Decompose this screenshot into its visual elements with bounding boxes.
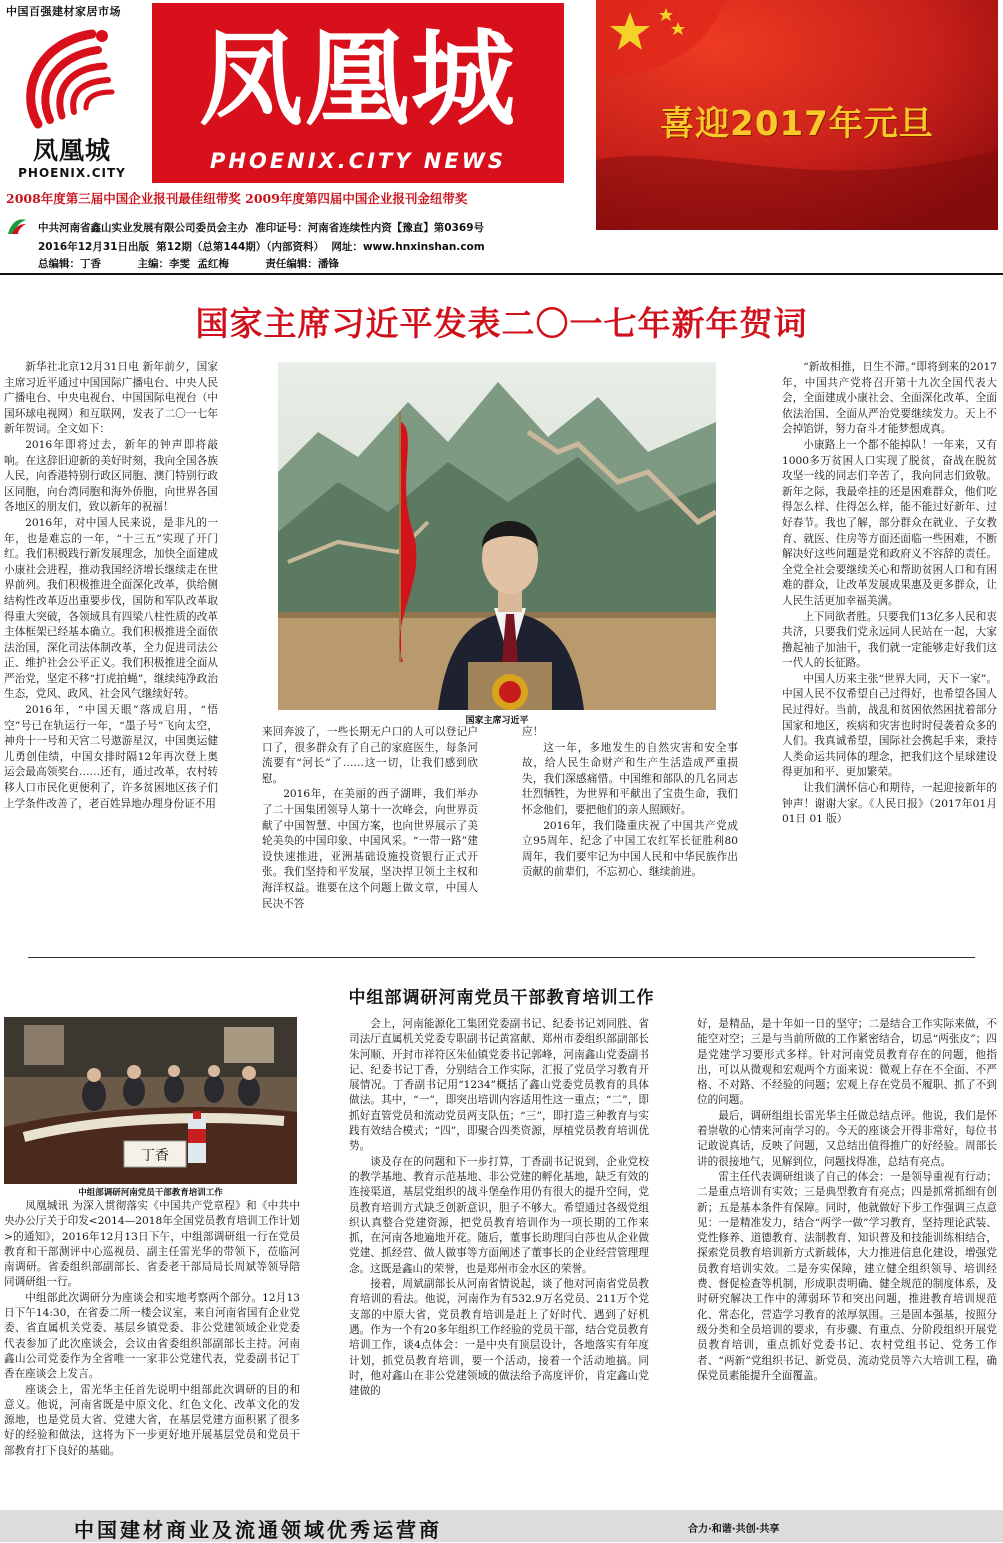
article2-column-3 — [697, 1017, 997, 1384]
paragraph: 谈及存在的问题和下一步打算，丁香副书记说到，企业党校的教学基地、教育示范基地、非公党建的孵化基地，缺乏有效的连接渠道，基层党组织的战斗堡垒作用仍有很大的提升空间，党员教育培训方式缺乏创新意识，胆子不够大。希望通过各级党组织认真整合党建资源，把党员教育培训作为一项长期的工作来抓，在河南各地遍地开花。随后，董事长助理闫白莎也从企业做党建、抓经营、做人做事等方面阐述了董事长的企业经营管理理念。这既是鑫山的荣誉，也是郑州市金水区的荣誉。 — [349, 1155, 649, 1275]
paragraph: 最后，调研组组长雷光华主任做总结点评。他说，我们是怀着崇敬的心情来河南学习的。今天的座谈会开得非常好，每位书记敢说真话，反映了问题，又总结出值得推广的好经验。周部长讲的很接地气，见解到位，问题找得准，总结有亮点。 — [697, 1109, 997, 1168]
paragraph: “新故相推，日生不滞。”即将到来的2017年，中国共产党将召开第十九次全国代表大会，全面建成小康社会、全面深化改革、全面依法治国、全面从严治党要继续发力。天上不会掉馅饼，努力奋斗才能梦想成真。 — [782, 361, 997, 436]
article1-photo — [278, 362, 716, 710]
footer-motto: 合力·和谐·共创·共享 — [688, 1524, 780, 1535]
paragraph: 2016年即将过去，新年的钟声即将敲响。在这辞旧迎新的美好时刻，我向全国各族人民，向香港特别行政区同胞、澳门特别行政区同胞，向台湾同胞和海外侨胞，向世界各国各地区的朋友们，致以新年的祝福！ — [4, 438, 218, 514]
paragraph: 2016年，在美丽的西子湖畔，我们举办了二十国集团领导人第十一次峰会，向世界贡献了中国智慧、中国方案，也向世界展示了美轮美奂的中国印象、中国风采。“一带一路”建设快速推进，亚洲基础设施投资银行正式开张。我们坚持和平发展，坚决捍卫领土主权和海洋权益。谁要在这个问题上做文章，中国人民决不答 — [262, 788, 478, 910]
paragraph: 中组部此次调研分为座谈会和实地考察两个部分。12月13日下午14:30，在省委二所一楼会议室，来自河南省国有企业党委、省直属机关党委、基层乡镇党委、非公党建领域企业党委代表参加了此次座谈会，会议由省委组织部副部长主持。河南鑫山公司党委作为全省唯一一家非公党建代表，党委副书记丁香在座谈会上发言。 — [4, 1291, 300, 1381]
nameplate-subtitle: PHOENIX.CITY NEWS — [210, 149, 506, 173]
nameplate-title: 凤凰城 — [198, 18, 517, 140]
paragraph: 应！ — [522, 726, 544, 738]
paragraph: 2016年，“中国天眼”落成启用，“悟空”号已在轨运行一年，“墨子号”飞向太空，神舟十一号和天宫二号遨游星汉，中国奥运健儿勇创佳绩，中国女排时隔12年再次登上奥运会最高领奖台……还有，通过改革，农村转移人口市民化更便利了，许多贫困地区孩子们上学条件改善了，老百姓异地办理身份证不用 — [4, 704, 218, 810]
publisher-line: 中共河南省鑫山实业发展有限公司委员会主办 准印证号：河南省连续性内资【豫直】第0369号 — [38, 222, 485, 234]
paragraph: 来回奔波了，一些长期无户口的人可以登记户口了，很多群众有了自己的家庭医生，每条河流要有“河长”了……这一切，让我们感到欣慰。 — [262, 726, 478, 785]
article2-column-2 — [349, 1017, 649, 1399]
date-line: 2016年12月31日出版 第12期（总第144期）（内部资料） 网址：www.hnxinshan.com — [38, 241, 485, 253]
article-divider — [28, 957, 975, 958]
paragraph: 2016年，我们隆重庆祝了中国共产党成立95周年、纪念了中国工农红军长征胜利80周年，我们要牢记为中国人民和中华民族作出贡献的前辈们，不忘初心、继续前进。 — [522, 819, 738, 879]
editors-line: 总编辑：丁香 主编：李雯 孟红梅 责任编辑：潘锋 — [38, 258, 339, 270]
paragraph: 2016年，对中国人民来说，是非凡的一年，也是难忘的一年，“十三五”实现了开门红。我们积极践行新发展理念，加快全面建成小康社会进程，推动我国经济增长继续走在世界前列。我们积极推进全面深化改革，供给侧结构性改革迈出重要步伐，国防和军队改革取得重大突破，各领域具有四梁八柱性质的改革主体框架已经基本确立。我们积极推进全面依法治国，深化司法体制改革，全力促进司法公正、维护社会公平正义。我们积极推进全面从严治党，坚定不移“打虎拍蝇”，继续纯净政治生态，党风、政风、社会风气继续好转。 — [4, 516, 218, 701]
article1-column-2 — [262, 725, 478, 912]
banner-greeting: 喜迎2017年元旦 — [660, 104, 934, 144]
paragraph: 中国人历来主张“世界大同，天下一家”。中国人民不仅希望自己过得好，也希望各国人民过得好。当前，战乱和贫困依然困扰着部分国家和地区，疾病和灾害也时时侵袭着众多的人们。我真诚希望，国际社会携起手来，秉持人类命运共同体的理念，把我们这个星球建设得更加和平、更加繁荣。 — [782, 672, 997, 779]
paragraph: 座谈会上，雷光华主任首先说明中组部此次调研的目的和意义。他说，河南省既是中原文化、红色文化、改革文化的发源地，也是党员大省、党建大省，在基层党建方面积累了很多好的经验和做法，这将为下一步更好地开展基层党员和党员干部教育打下良好的基础。 — [4, 1383, 300, 1457]
logo-wordmark: 凤凰城 — [32, 136, 111, 165]
water-bottle-icon — [188, 1111, 206, 1163]
article1-column-4 — [782, 360, 997, 828]
publisher-icon — [6, 216, 28, 236]
paragraph: 让我们满怀信心和期待，一起迎接新年的钟声！谢谢大家。《人民日报》（2017年01月01日 01 版） — [782, 782, 997, 826]
article1-column-3 — [522, 725, 738, 881]
masthead-tagline: 中国百强建材家居市场 — [6, 5, 121, 18]
article2-photo-caption: 中组部调研河南党员干部教育培训工作 — [78, 1188, 223, 1198]
paragraph: 小康路上一个都不能掉队！一年来，又有1000多万贫困人口实现了脱贫，奋战在脱贫攻坚一线的同志们辛苦了，我向同志们致敬。新年之际，我最牵挂的还是困难群众，他们吃得怎么样、住得怎么样，能不能过好新年、过好春节。我也了解，部分群众在就业、子女教育、就医、住房等方面还面临一些困难，不断解决好这些问题是党和政府义不容辞的责任。全党全社会要继续关心和帮助贫困人口和有困难的群众，让改革发展成果惠及更多群众，让人民生活更加幸福美满。 — [782, 438, 997, 607]
paragraph: 好，是精品，是十年如一日的坚守；二是结合工作实际来做，不能空对空；三是与当前所做的工作紧密结合，切忌“两张皮”；四是党建学习要形式多样。针对河南党员教育存在的问题，他指出，可以从微观和宏观两个方面来说：微观上存在不全面、不严格、不对路、不经验的问题；宏观上存在党员不履职、抓了不到位的问题。 — [697, 1018, 997, 1107]
paragraph: 这一年，多地发生的自然灾害和安全事故，给人民生命财产和生产生活造成严重损失，我们深感痛惜。中国维和部队的几名同志壮烈牺牲，为世界和平献出了宝贵生命，我们怀念他们，要把他们的亲人照顾好。 — [522, 741, 738, 816]
paragraph: 接着，周斌副部长从河南省情说起，谈了他对河南省党员教育培训的看法。他说，河南作为有532.9万名党员、211万个党支部的中原大省，党员教育培训是赶上了好时代、遇到了好机遇。作为一个有20多年组织工作经验的党员干部，结合党员教育培训工作，谈4点体会：一是中央有顶层设计，各地落实有年度计划，抓党员教育培训，要一个活动，接着一个活动地搞。同时，他对鑫山在非公党建领域的做法给予高度评价，肯定鑫山党建做的 — [349, 1278, 649, 1398]
paragraph: 上下同欲者胜。只要我们13亿多人民和衷共济，只要我们党永远同人民站在一起，大家撸起袖子加油干，我们就一定能够走好我们这一代人的长征路。 — [782, 610, 997, 670]
nameplate-label: 丁香 — [141, 1148, 169, 1164]
awards-line: 2008年度第三届中国企业报刊最佳纽带奖 2009年度第四届中国企业报刊金纽带奖 — [6, 191, 468, 206]
masthead-divider — [0, 273, 1003, 275]
paragraph: 凤凰城讯 为深入贯彻落实《中国共产党章程》和《中共中央办公厅关于印发<2014—2018年全国党员教育培训工作计划>的通知》，2016年12月13日下午，中组部调研组一行在党员教育和干部测评中心巡视员、副主任雷光华的带领下，莅临河南调研。省委组织部副部长、省委老干部局局长周斌等领导陪同调研组一行。 — [4, 1200, 300, 1289]
paragraph: 雷主任代表调研组谈了自己的体会：一是领导重视有行动；二是重点培训有实效；三是典型教育有亮点；四是抓常抓细有创新；五是基本条件有保障。同时，他就做好下步工作强调三点意见：一是精准发力，结合“两学一做”学习教育，坚持理论武装、党性修养、道德教育、法制教育、知识普及和技能训练相结合，探索党员教育培训新方式新载体，大力推进信息化建设，增强党员教育培训实效。二是夯实保障，建立健全组织领导、培训经费、督促检查等机制，形成职责明确、健全规范的制度体系，及时研究解决工作中的薄弱环节和突出问题，推进教育培训规范化、常态化，营造学习教育的浓厚氛围。三是固本强基，按照分级分类和全员培训的要求，有步骤、有重点、分阶段组织开展党员教育培训，重点抓好党委书记、农村党组书记、党务工作者、“两新”党组织书记、新党员、流动党员等六大培训工程，确保党员素能提升全面覆盖。 — [697, 1170, 997, 1382]
article1-photo-caption: 国家主席习近平 — [465, 716, 529, 726]
paragraph: 新华社北京12月31日电 新年前夕，国家主席习近平通过中国国际广播电台、中央人民广播电台、中央电视台、中国国际电视台（中国环球电视网）和互联网，发表了二〇一七年新年贺词。全文如下： — [4, 361, 218, 436]
footer-bar — [0, 1510, 1003, 1542]
footer-slogan: 中国建材商业及流通领域优秀运营商 — [74, 1518, 442, 1542]
logo-english: PHOENIX.CITY — [18, 166, 126, 180]
article2-column-1 — [4, 1199, 300, 1459]
nameplate — [152, 3, 564, 183]
article2-headline: 中组部调研河南党员干部教育培训工作 — [348, 988, 655, 1008]
article1-headline: 国家主席习近平发表二〇一七年新年贺词 — [195, 304, 808, 343]
article1-column-1 — [4, 360, 218, 812]
paragraph: 会上，河南能源化工集团党委副书记、纪委书记刘同胜、省司法厅直属机关党委专职副书记黄富献、郑州市委组织部副部长朱河顺、开封市祥符区朱仙镇党委书记郭峰，河南鑫山党委副书记、纪委书记丁香，分别结合工作实际，汇报了党员学习教育开展情况。丁香副书记用“1234”概括了鑫山党委党员教育的具体做法。其中，“一”，即突出培训内容适用性这一重点；“二”，即抓好直管党员和流动党员两支队伍；“三”，即打造三种教育与实践有效结合模式；“四”，即聚合四类资源，厚植党员教育培训优势。 — [349, 1018, 649, 1153]
article2-photo — [4, 1017, 297, 1184]
